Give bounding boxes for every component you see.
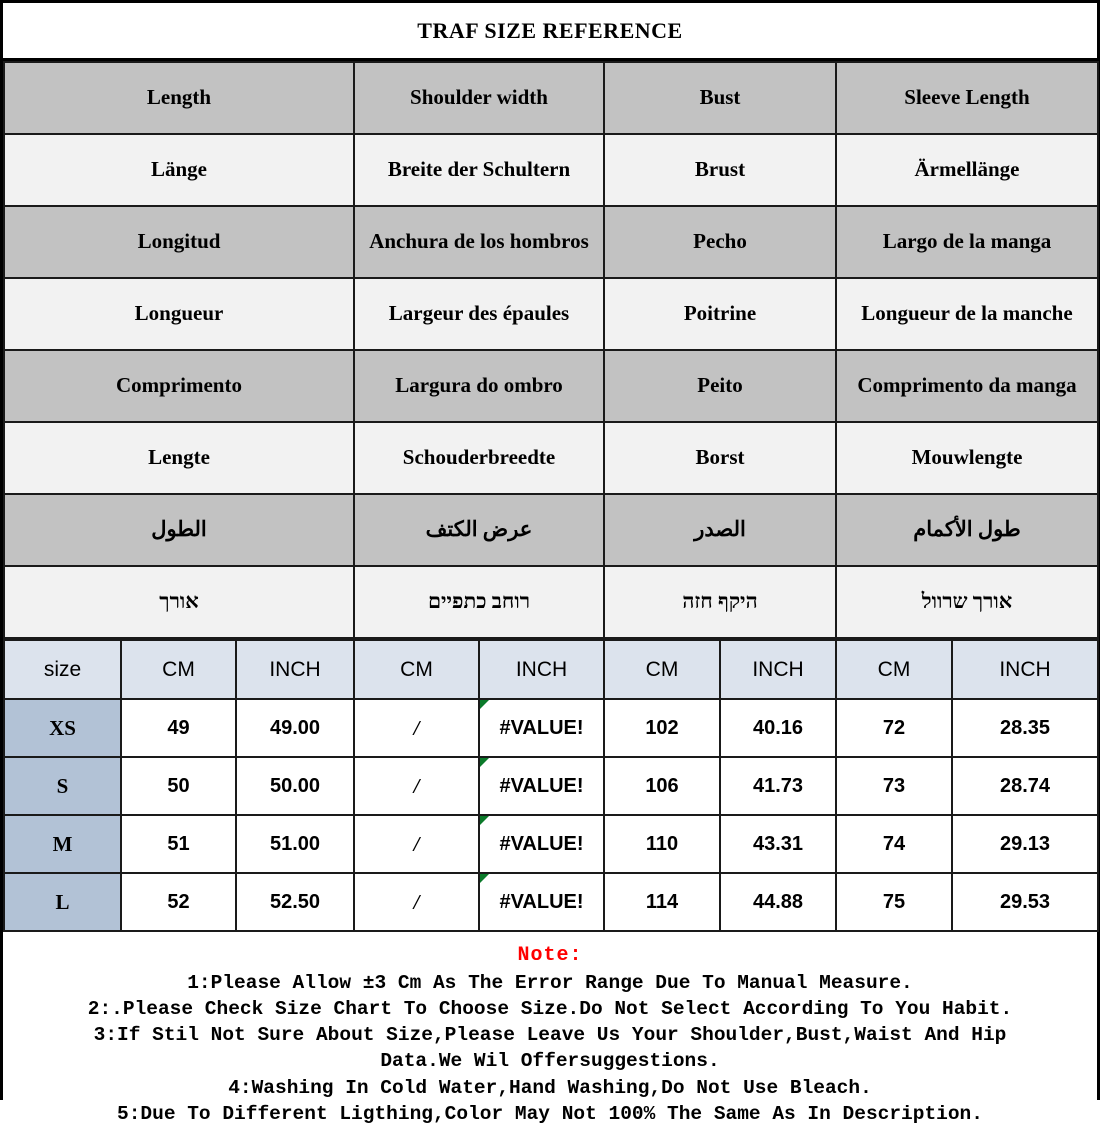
- note-line-3: 3:If Stil Not Sure About Size,Please Leave Us Your Shoulder,Bust,Waist And Hip: [93, 1024, 1007, 1047]
- cell-bust_cm: 102: [604, 699, 720, 757]
- table-row: [4, 699, 1098, 757]
- error-indicator-icon: [480, 874, 489, 883]
- cell-size: L: [4, 873, 121, 931]
- lang-cell-german-0: Länge: [4, 134, 354, 206]
- lang-cell-english-0: Length: [4, 62, 354, 134]
- notes-section: [3, 932, 1097, 1133]
- lang-cell-dutch-2: Borst: [604, 422, 836, 494]
- error-indicator-icon: [480, 816, 489, 825]
- lang-cell-french-0: Longueur: [4, 278, 354, 350]
- cell-shoulder_cm: /: [354, 757, 479, 815]
- lang-cell-hebrew-3: אורך שרוול: [836, 566, 1098, 638]
- cell-sleeve_inch: 29.53: [952, 873, 1098, 931]
- cell-length_cm: 51: [121, 815, 236, 873]
- lang-cell-dutch-0: Lengte: [4, 422, 354, 494]
- language-rows-body: [4, 62, 1098, 638]
- cell-bust_cm: 114: [604, 873, 720, 931]
- lang-cell-arabic-2: الصدر: [604, 494, 836, 566]
- cell-sleeve_inch: 29.13: [952, 815, 1098, 873]
- cell-size: S: [4, 757, 121, 815]
- lang-cell-portuguese-1: Largura do ombro: [354, 350, 604, 422]
- cell-length_inch: 52.50: [236, 873, 354, 931]
- language-row-spanish: [4, 206, 1098, 278]
- cell-shoulder_inch: #VALUE!: [479, 873, 604, 931]
- cell-length_cm: 49: [121, 699, 236, 757]
- unit-header-cm-3: CM: [354, 640, 479, 699]
- language-headers-table: [3, 61, 1099, 639]
- lang-cell-spanish-2: Pecho: [604, 206, 836, 278]
- lang-cell-german-1: Breite der Schultern: [354, 134, 604, 206]
- lang-cell-german-2: Brust: [604, 134, 836, 206]
- language-row-arabic: [4, 494, 1098, 566]
- measurements-body: [4, 640, 1098, 931]
- error-indicator-icon: [480, 700, 489, 709]
- cell-shoulder_inch: #VALUE!: [479, 815, 604, 873]
- cell-sleeve_cm: 74: [836, 815, 952, 873]
- lang-cell-portuguese-0: Comprimento: [4, 350, 354, 422]
- cell-bust_cm: 106: [604, 757, 720, 815]
- lang-cell-hebrew-1: רוחב כתפיים: [354, 566, 604, 638]
- cell-bust_inch: 43.31: [720, 815, 836, 873]
- cell-length_inch: 50.00: [236, 757, 354, 815]
- cell-length_cm: 50: [121, 757, 236, 815]
- unit-header-cm-1: CM: [121, 640, 236, 699]
- note-line-1: 1:Please Allow ±3 Cm As The Error Range Due To Manual Measure.: [187, 972, 913, 994]
- lang-cell-dutch-1: Schouderbreedte: [354, 422, 604, 494]
- note-line-5: 4:Washing In Cold Water,Hand Washing,Do Not Use Bleach.: [228, 1076, 872, 1099]
- cell-shoulder_cm: /: [354, 699, 479, 757]
- title-bar: [3, 3, 1097, 61]
- note-line-4: Data.We Wil Offersuggestions.: [380, 1050, 720, 1073]
- cell-sleeve_cm: 73: [836, 757, 952, 815]
- cell-shoulder_inch: #VALUE!: [479, 699, 604, 757]
- cell-sleeve_cm: 75: [836, 873, 952, 931]
- language-row-german: [4, 134, 1098, 206]
- cell-length_inch: 51.00: [236, 815, 354, 873]
- language-row-portuguese: [4, 350, 1098, 422]
- cell-bust_cm: 110: [604, 815, 720, 873]
- lang-cell-french-2: Poitrine: [604, 278, 836, 350]
- language-row-hebrew: [4, 566, 1098, 638]
- page-title: TRAF SIZE REFERENCE: [417, 17, 683, 43]
- notes-heading: Note:: [517, 944, 583, 967]
- cell-sleeve_cm: 72: [836, 699, 952, 757]
- unit-header-row: [4, 640, 1098, 699]
- unit-header-cm-5: CM: [604, 640, 720, 699]
- lang-cell-spanish-3: Largo de la manga: [836, 206, 1098, 278]
- table-row: [4, 757, 1098, 815]
- language-row-dutch: [4, 422, 1098, 494]
- lang-cell-arabic-0: الطول: [4, 494, 354, 566]
- cell-sleeve_inch: 28.74: [952, 757, 1098, 815]
- unit-header-size: size: [4, 640, 121, 699]
- cell-shoulder_cm: /: [354, 815, 479, 873]
- table-row: [4, 873, 1098, 931]
- lang-cell-french-3: Longueur de la manche: [836, 278, 1098, 350]
- lang-cell-english-2: Bust: [604, 62, 836, 134]
- unit-header-inch-8: INCH: [952, 640, 1098, 699]
- table-row: [4, 815, 1098, 873]
- cell-shoulder_cm: /: [354, 873, 479, 931]
- lang-cell-french-1: Largeur des épaules: [354, 278, 604, 350]
- cell-shoulder_inch: #VALUE!: [479, 757, 604, 815]
- lang-cell-english-1: Shoulder width: [354, 62, 604, 134]
- lang-cell-german-3: Ärmellänge: [836, 134, 1098, 206]
- lang-cell-arabic-3: طول الأكمام: [836, 494, 1098, 566]
- note-line-2: 2:.Please Check Size Chart To Choose Size.Do Not Select According To You Habit.: [87, 998, 1013, 1021]
- lang-cell-hebrew-0: אורך: [4, 566, 354, 638]
- unit-header-inch-4: INCH: [479, 640, 604, 699]
- note-line-6: 5:Due To Different Ligthing,Color May Not 100% The Same As In Description.: [117, 1102, 983, 1125]
- cell-bust_inch: 41.73: [720, 757, 836, 815]
- cell-length_inch: 49.00: [236, 699, 354, 757]
- lang-cell-spanish-1: Anchura de los hombros: [354, 206, 604, 278]
- cell-size: XS: [4, 699, 121, 757]
- lang-cell-portuguese-3: Comprimento da manga: [836, 350, 1098, 422]
- error-indicator-icon: [480, 758, 489, 767]
- lang-cell-dutch-3: Mouwlengte: [836, 422, 1098, 494]
- cell-size: M: [4, 815, 121, 873]
- language-row-english: [4, 62, 1098, 134]
- lang-cell-english-3: Sleeve Length: [836, 62, 1098, 134]
- unit-header-inch-6: INCH: [720, 640, 836, 699]
- lang-cell-spanish-0: Longitud: [4, 206, 354, 278]
- measurements-table: [3, 639, 1099, 932]
- lang-cell-arabic-1: عرض الكتف: [354, 494, 604, 566]
- unit-header-cm-7: CM: [836, 640, 952, 699]
- lang-cell-portuguese-2: Peito: [604, 350, 836, 422]
- cell-bust_inch: 40.16: [720, 699, 836, 757]
- cell-length_cm: 52: [121, 873, 236, 931]
- lang-cell-hebrew-2: היקף חזה: [604, 566, 836, 638]
- unit-header-inch-2: INCH: [236, 640, 354, 699]
- cell-bust_inch: 44.88: [720, 873, 836, 931]
- cell-sleeve_inch: 28.35: [952, 699, 1098, 757]
- notes-lines-container: [11, 970, 1089, 1127]
- language-row-french: [4, 278, 1098, 350]
